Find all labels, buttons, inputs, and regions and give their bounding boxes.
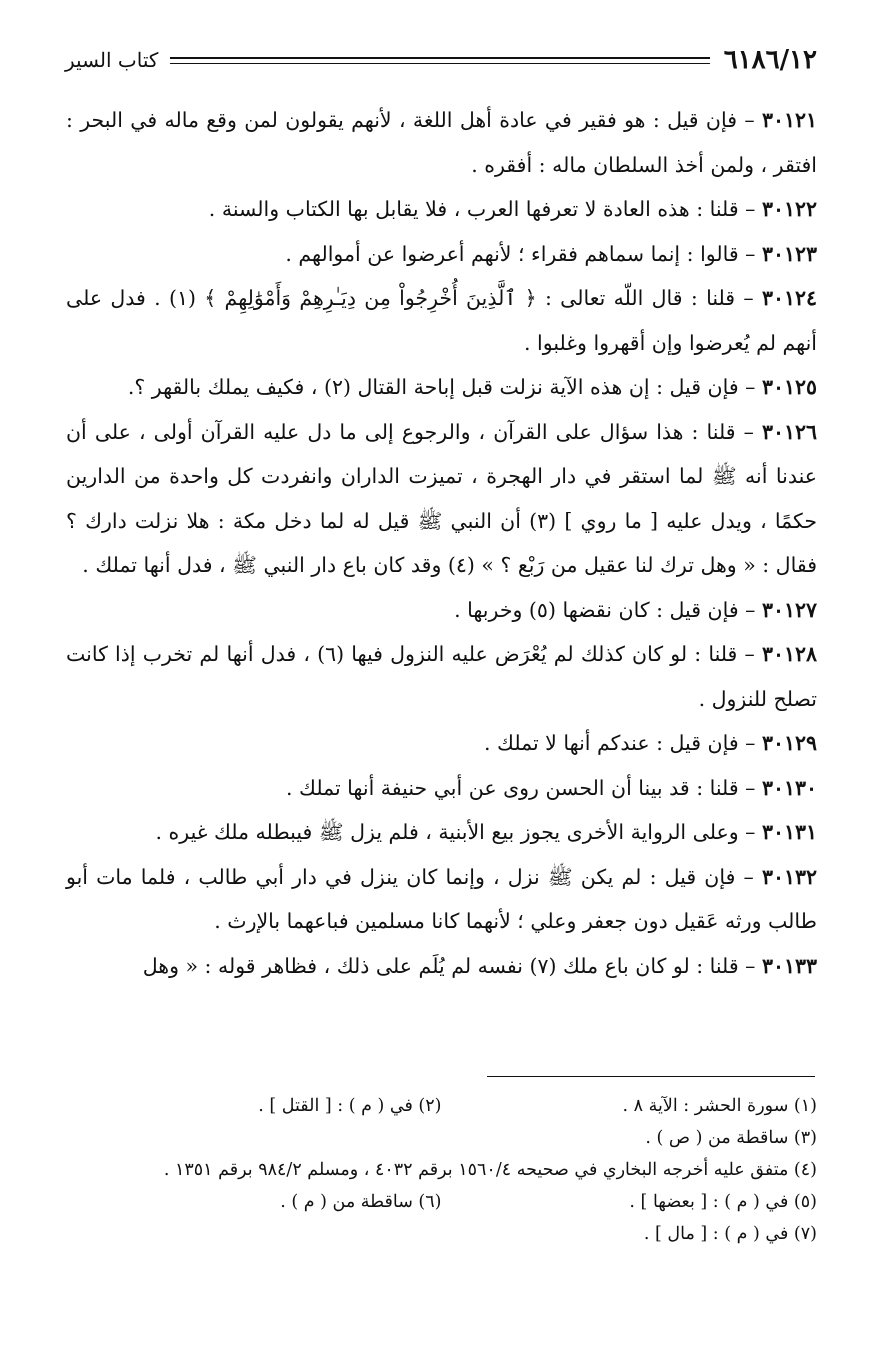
footnotes [66,1090,817,1250]
paragraph-text: – قلنا : لو كان باع ملك (٧) نفسه لم يُلَم على ذلك ، فظاهر قوله : « وهل [142,953,762,978]
paragraph-text: – قلنا : هذه العادة لا تعرفها العرب ، فلا يقابل بها الكتاب والسنة . [208,197,762,221]
footnote-row [66,1122,817,1154]
paragraph-text: – فإن قيل : هو فقير في عادة أهل اللغة ، لأنهم يقولون لمن وقع ماله في البحر : افتقر ، ولمن أخذ السلطان ماله : أفقره . [66,108,817,177]
paragraph-number: ٣٠١٢٨ [761,642,817,666]
footnote-row [66,1218,817,1250]
footnote-divider [487,1076,815,1077]
paragraph [66,944,817,989]
footnote-6: (٦) ساقطة من ( م ) . [280,1192,442,1212]
footnote-3: (٣) ساقطة من ( ص ) . [645,1128,817,1148]
paragraph [66,98,817,187]
paragraph-number: ٣٠١٢٥ [761,375,817,399]
running-header [65,40,817,80]
paragraph [66,410,817,588]
paragraph-text: – فإن قيل : إن هذه الآية نزلت قبل إباحة القتال (٢) ، فكيف يملك بالقهر ؟. [127,375,762,399]
paragraph-number: ٣٠١٣١ [761,820,817,844]
footnote-row [66,1090,817,1122]
paragraph [66,766,817,811]
paragraph-number: ٣٠١٣٠ [761,775,817,800]
paragraph-text: – فإن قيل : لم يكن ﷺ نزل ، وإنما كان ينزل في دار أبي طالب ، فلما مات أبو طالب ورثه عَقيل دون جعفر وعلي ؛ لأنهما كانا مسلمين فباعهما بالإرث . [66,864,817,933]
paragraph-number: ٣٠١٣٢ [761,864,817,889]
paragraph-text: – قلنا : لو كان كذلك لم يُعْرَض عليه النزول فيها (٦) ، فدل أنها لم تخرب إذا كانت تصلح للنزول . [66,642,817,711]
paragraph-number: ٣٠١٢٩ [761,731,817,755]
paragraph-text: – قلنا : قد بينا أن الحسن روى عن أبي حنيفة أنها تملك . [286,775,762,800]
book-title: كتاب السير [65,48,159,72]
paragraph-number: ٣٠١٢٧ [761,597,817,622]
paragraph [66,810,817,855]
paragraph-number: ٣٠١٢٢ [761,197,817,221]
footnote-1: (١) سورة الحشر : الآية ٨ . [622,1096,817,1116]
paragraph [66,187,817,232]
paragraph-number: ٣٠١٢٤ [761,286,817,310]
paragraph-number: ٣٠١٢٣ [761,241,817,266]
paragraph [66,365,817,410]
paragraph [66,632,817,721]
page-number: ٦١٨٦/١٢ [723,45,817,75]
paragraph-number: ٣٠١٣٣ [761,953,817,978]
paragraph [66,721,817,766]
footnote-row [66,1154,817,1186]
paragraph [66,588,817,633]
footnote-7: (٧) في ( م ) : [ مال ] . [643,1224,817,1244]
main-text [66,98,817,988]
footnote-2: (٢) في ( م ) : [ القتل ] . [258,1096,442,1116]
footnote-5: (٥) في ( م ) : [ بعضها ] . [629,1192,817,1212]
paragraph-number: ٣٠١٢١ [761,108,817,132]
paragraph-number: ٣٠١٢٦ [761,419,817,444]
paragraph [66,855,817,944]
paragraph-text: – قالوا : إنما سماهم فقراء ؛ لأنهم أعرضوا عن أموالهم . [285,241,762,266]
paragraph-text: – فإن قيل : عندكم أنها لا تملك . [484,731,762,755]
paragraph-text: – قلنا : هذا سؤال على القرآن ، والرجوع إلى ما دل عليه القرآن أولى ، على أن عندنا أنه ﷺ لما استقر في دار الهجرة ، تميزت الداران وانفردت كل واحدة من الدارين حكمًا ، ويدل عليه [ ما روي ] (٣) أن النبي ﷺ قيل له لما دخل مكة : هلا نزلت دارك ؟ فقال : « وهل ترك لنا عقيل من رَبْع ؟ » (٤) وقد كان باع دار النبي ﷺ ، فدل أنها تملك . [66,419,817,577]
paragraph-text: – وعلى الرواية الأخرى يجوز بيع الأبنية ، فلم يزل ﷺ فيبطله ملك غيره . [155,820,762,844]
footnote-row [66,1186,817,1218]
paragraph-text: – فإن قيل : كان نقضها (٥) وخربها . [454,597,762,622]
paragraph-text: – قلنا : قال اللّه تعالى : ﴿ ٱلَّذِينَ أُخْرِجُواْ مِن دِيَـٰرِهِمْ وَأَمْوَٰلِهِمْ ﴾ (١) . فدل على أنهم لم يُعرضوا وإن أقهروا وغلبوا . [66,286,817,355]
paragraph [66,232,817,277]
footnote-4: (٤) متفق عليه أخرجه البخاري في صحيحه ١٥٦٠/٤ برقم ٤٠٣٢ ، ومسلم ٩٨٤/٢ برقم ١٣٥١ . [163,1160,817,1180]
paragraph [66,276,817,365]
header-rule [170,57,709,64]
